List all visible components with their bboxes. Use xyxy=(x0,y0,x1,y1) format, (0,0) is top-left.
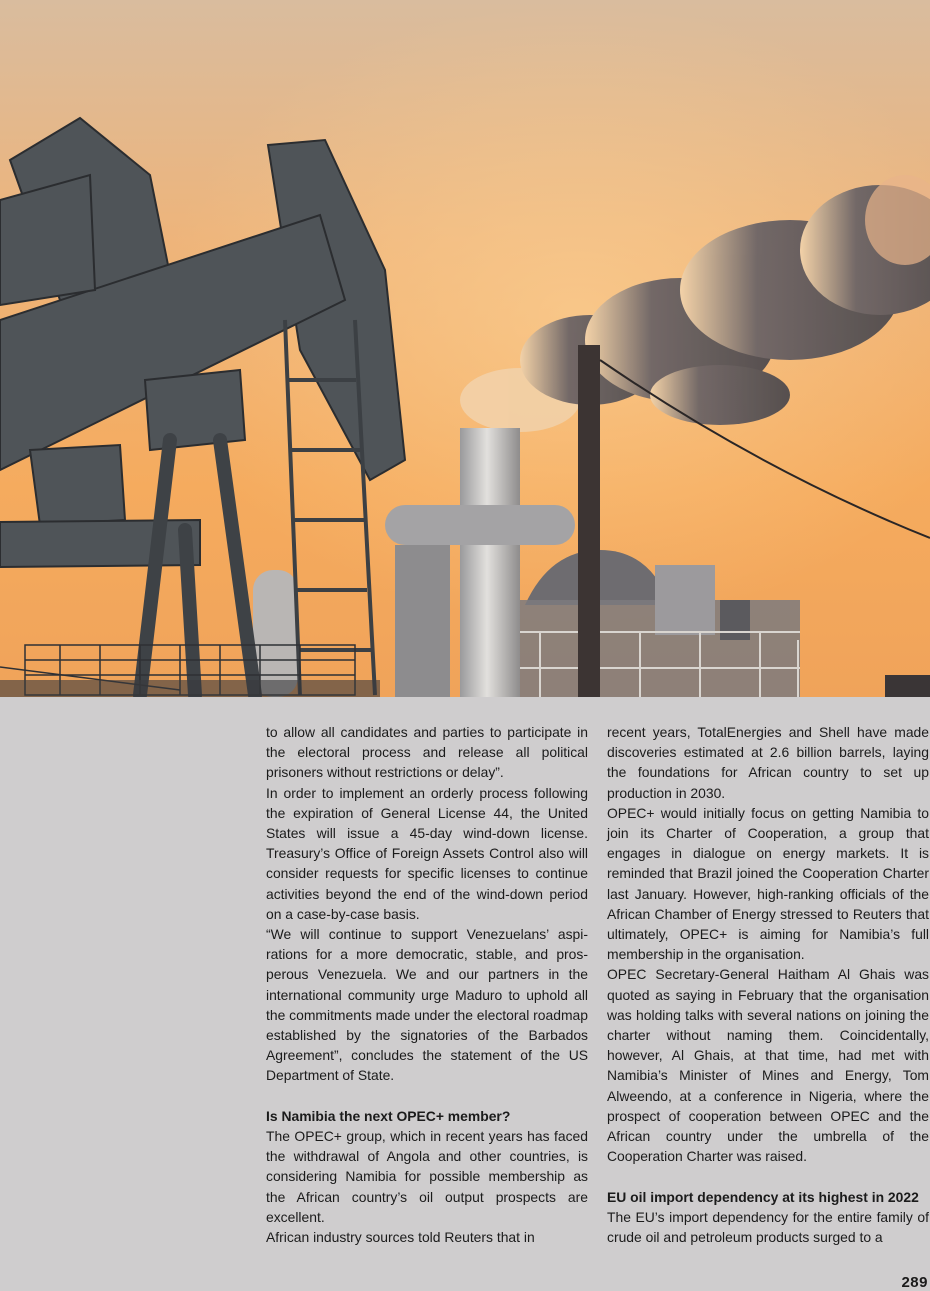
paragraph: “We will continue to support Venezuelans’ aspirations for a more democratic, stable, and prosperous Venezuela. We and our partners in the international community urge Maduro to uphold all the commitments made under the electoral roadmap established by the signatories of the Barbados Agreement”, concludes the statement of the US Department of State. xyxy=(266,926,588,1084)
paragraph: OPEC+ would initially focus on getting Namibia to join its Charter of Cooperation, a group that engages in dialogue on energy markets. It is reminded that Brazil joined the Cooperation Charter last January. However, high-ranking officials of the African Chamber of Energy stressed to Reuters that ultimately, OPEC+ is aiming for Namibia’s full membership in the organisation. xyxy=(607,804,929,963)
paragraph: recent years, TotalEnergies and Shell have made discoveries estimated at 2.6 billion barrels, laying the foundations for African country to set up production in 2030. xyxy=(607,724,929,801)
article-column-left xyxy=(266,722,588,1247)
paragraph: The OPEC+ group, which in recent years has faced the withdrawal of Angola and other countries, is considering Namibia for possible membership as the African country’s oil output prospects are excellent. xyxy=(266,1128,588,1225)
paragraph: to allow all candidates and parties to participate in the electoral process and release all political prisoners without restrictions or delay”. xyxy=(266,724,588,781)
paragraph: In order to implement an orderly process following the expiration of General License 44, the United States will issue a 45-day wind-down license. Treasury’s Office of Foreign Assets Control also will consider requests for specific licenses to continue activities beyond the end of the wind-down period on a case-by-case basis. xyxy=(266,784,588,922)
section-heading-eu-oil-import: EU oil import dependency at its highest in 2022 xyxy=(607,1188,919,1205)
paragraph: The EU’s import dependency for the entire family of crude oil and petroleum products surged to a xyxy=(607,1208,929,1246)
section-heading-namibia-opec: Is Namibia the next OPEC+ member? xyxy=(266,1107,511,1124)
paragraph: OPEC Secretary-General Haitham Al Ghais was quoted as saying in February that the organisation was holding talks with several nations on joining the charter without naming them. Coincidentally, however, Al Ghais, at that time, had met with Namibia’s Minister of Mines and Energy, Tom Alweendo, at a conference in Nigeria, where the prospect of cooperation between OPEC and the African country under the umbrella of the Cooperation Charter was raised. xyxy=(607,966,929,1165)
page-number: 289 xyxy=(901,1274,928,1291)
article-column-right xyxy=(607,722,929,1247)
paragraph: African industry sources told Reuters that in xyxy=(266,1229,535,1246)
